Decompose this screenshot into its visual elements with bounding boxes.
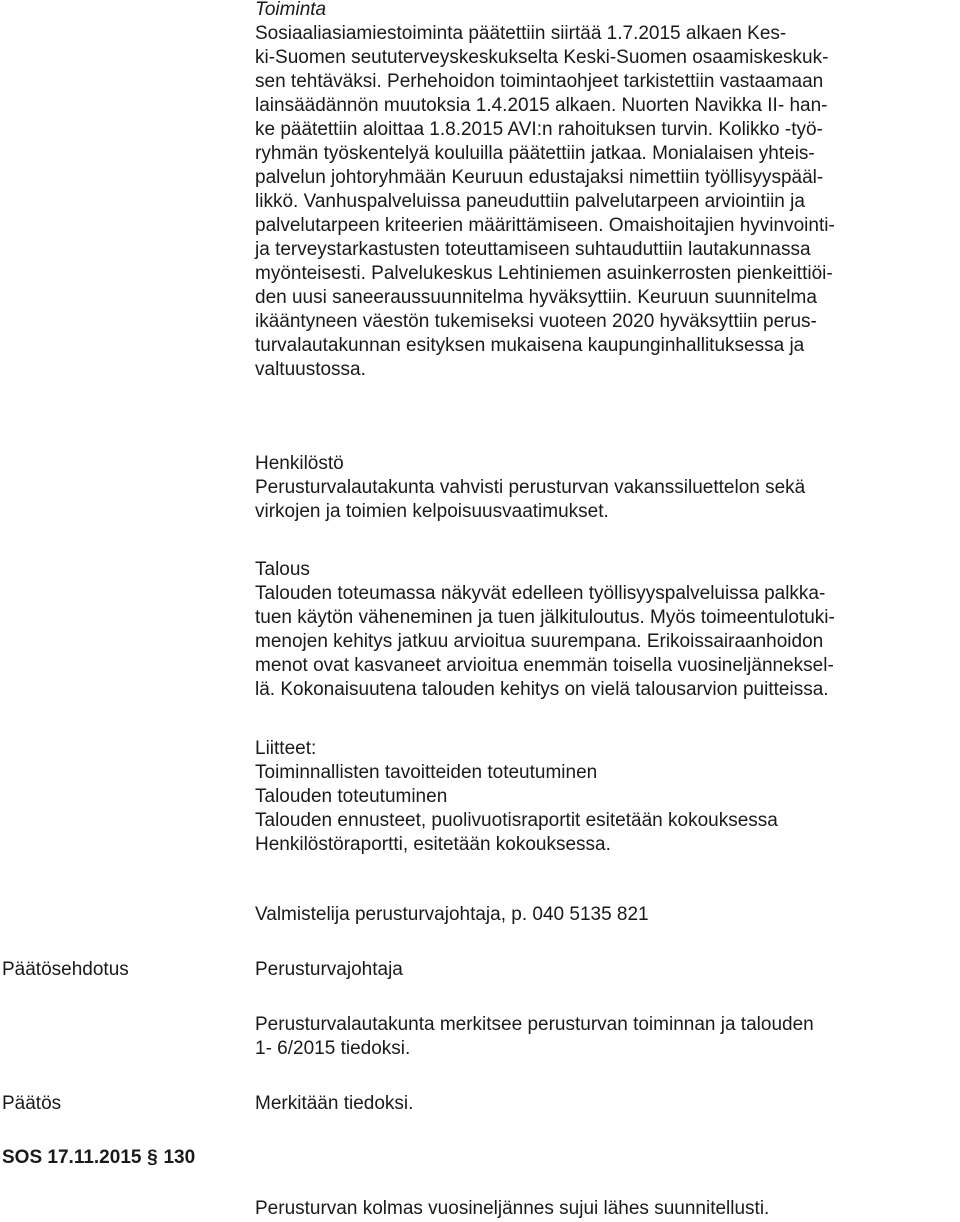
toiminta-line: sen tehtäväksi. Perhehoidon toimintaohjeet tarkistettiin vastaamaan — [255, 71, 824, 92]
toiminta-line: ke päätettiin aloittaa 1.8.2015 AVI:n rahoituksen turvin. Kolikko -työ- — [255, 119, 823, 140]
decision — [255, 1092, 945, 1116]
label-paatosehdotus: Päätösehdotus — [2, 959, 129, 980]
decision-text: Merkitään tiedoksi. — [255, 1093, 414, 1114]
heading-henkilosto: Henkilöstö — [255, 453, 344, 474]
proposal-line: 1- 6/2015 tiedoksi. — [255, 1038, 411, 1059]
talous-line: Talouden toteumassa näkyvät edelleen työllisyyspalveluissa palkka- — [255, 583, 826, 604]
attachment-item: Talouden ennusteet, puolivuotisraportit esitetään kokouksessa — [255, 810, 778, 831]
talous-line: menojen kehitys jatkuu arvioitua suurempana. Erikoissairaanhoidon — [255, 631, 824, 652]
meeting-ref-date: SOS 17.11.2015 — [2, 1147, 142, 1168]
henkilosto-line: virkojen ja toimien kelpoisuusvaatimukset. — [255, 501, 609, 522]
attachment-item: Toiminnallisten tavoitteiden toteutuminen — [255, 762, 598, 783]
toiminta-line: den uusi saneeraussuunnitelma hyväksyttiin. Keuruun suunnitelma — [255, 287, 817, 308]
proposal-line: Perusturvalautakunta merkitsee perusturvan toiminnan ja talouden — [255, 1014, 814, 1035]
toiminta-line: lainsäädännön muutoksia 1.4.2015 alkaen. Nuorten Navikka II- han- — [255, 95, 828, 116]
proposal-text — [255, 1013, 945, 1061]
toiminta-line: ja terveystarkastusten toteuttamiseen suhtauduttiin lautakunnassa — [255, 239, 811, 260]
talous-line: lä. Kokonaisuutena talouden kehitys on vielä talousarvion puitteissa. — [255, 679, 829, 700]
meeting-ref-number: 130 — [163, 1147, 196, 1168]
heading-toiminta: Toiminta — [255, 0, 327, 20]
section-talous — [255, 558, 945, 702]
toiminta-line: likkö. Vanhuspalveluissa paneuduttiin palvelutarpeen arviointiin ja — [255, 191, 805, 212]
toiminta-line: Sosiaaliasiamiestoiminta päätettiin siirtää 1.7.2015 alkaen Kes- — [255, 23, 787, 44]
final-statement — [255, 1197, 945, 1221]
section-liitteet — [255, 737, 945, 857]
label-paatos: Päätös — [2, 1093, 62, 1114]
toiminta-line: turvalautakunnan esityksen mukaisena kaupunginhallituksessa ja — [255, 335, 805, 356]
talous-line: tuen käytön väheneminen ja tuen jälkituloutus. Myös toimeentulotuki- — [255, 607, 835, 628]
talous-line: menot ovat kasvaneet arvioitua enemmän toisella vuosineljänneksel- — [255, 655, 834, 676]
attachment-item: Henkilöstöraportti, esitetään kokouksessa. — [255, 834, 611, 855]
section-sign-icon: § — [147, 1147, 158, 1168]
section-toiminta — [255, 0, 945, 382]
meeting-reference — [2, 1146, 195, 1170]
preparer — [255, 903, 945, 927]
heading-liitteet: Liitteet: — [255, 738, 317, 759]
henkilosto-line: Perusturvalautakunta vahvisti perusturvan vakanssiluettelon sekä — [255, 477, 806, 498]
section-henkilosto — [255, 452, 945, 524]
toiminta-line: palvelun johtoryhmään Keuruun edustajaksi nimettiin työllisyyspääl- — [255, 167, 824, 188]
toiminta-line: valtuustossa. — [255, 359, 366, 380]
toiminta-line: ryhmän työskentelyä kouluilla päätettiin jatkaa. Monialaisen yhteis- — [255, 143, 815, 164]
toiminta-line: ikääntyneen väestön tukemiseksi vuoteen 2020 hyväksyttiin perus- — [255, 311, 817, 332]
toiminta-line: ki-Suomen seututerveyskeskukselta Keski-Suomen osaamiskeskuk- — [255, 47, 829, 68]
toiminta-line: palvelutarpeen kriteerien määrittämiseen. Omaishoitajien hyvinvointi- — [255, 215, 835, 236]
final-statement-text: Perusturvan kolmas vuosineljännes sujui lähes suunnitellusti. — [255, 1198, 770, 1219]
presenter-text: Perusturvajohtaja — [255, 959, 403, 980]
attachment-item: Talouden toteutuminen — [255, 786, 448, 807]
toiminta-line: myönteisesti. Palvelukeskus Lehtiniemen asuinkerrosten pienkeittiöi- — [255, 263, 833, 284]
proposal-presenter — [255, 958, 945, 982]
heading-talous: Talous — [255, 559, 310, 580]
preparer-text: Valmistelija perusturvajohtaja, p. 040 5135 821 — [255, 904, 649, 925]
